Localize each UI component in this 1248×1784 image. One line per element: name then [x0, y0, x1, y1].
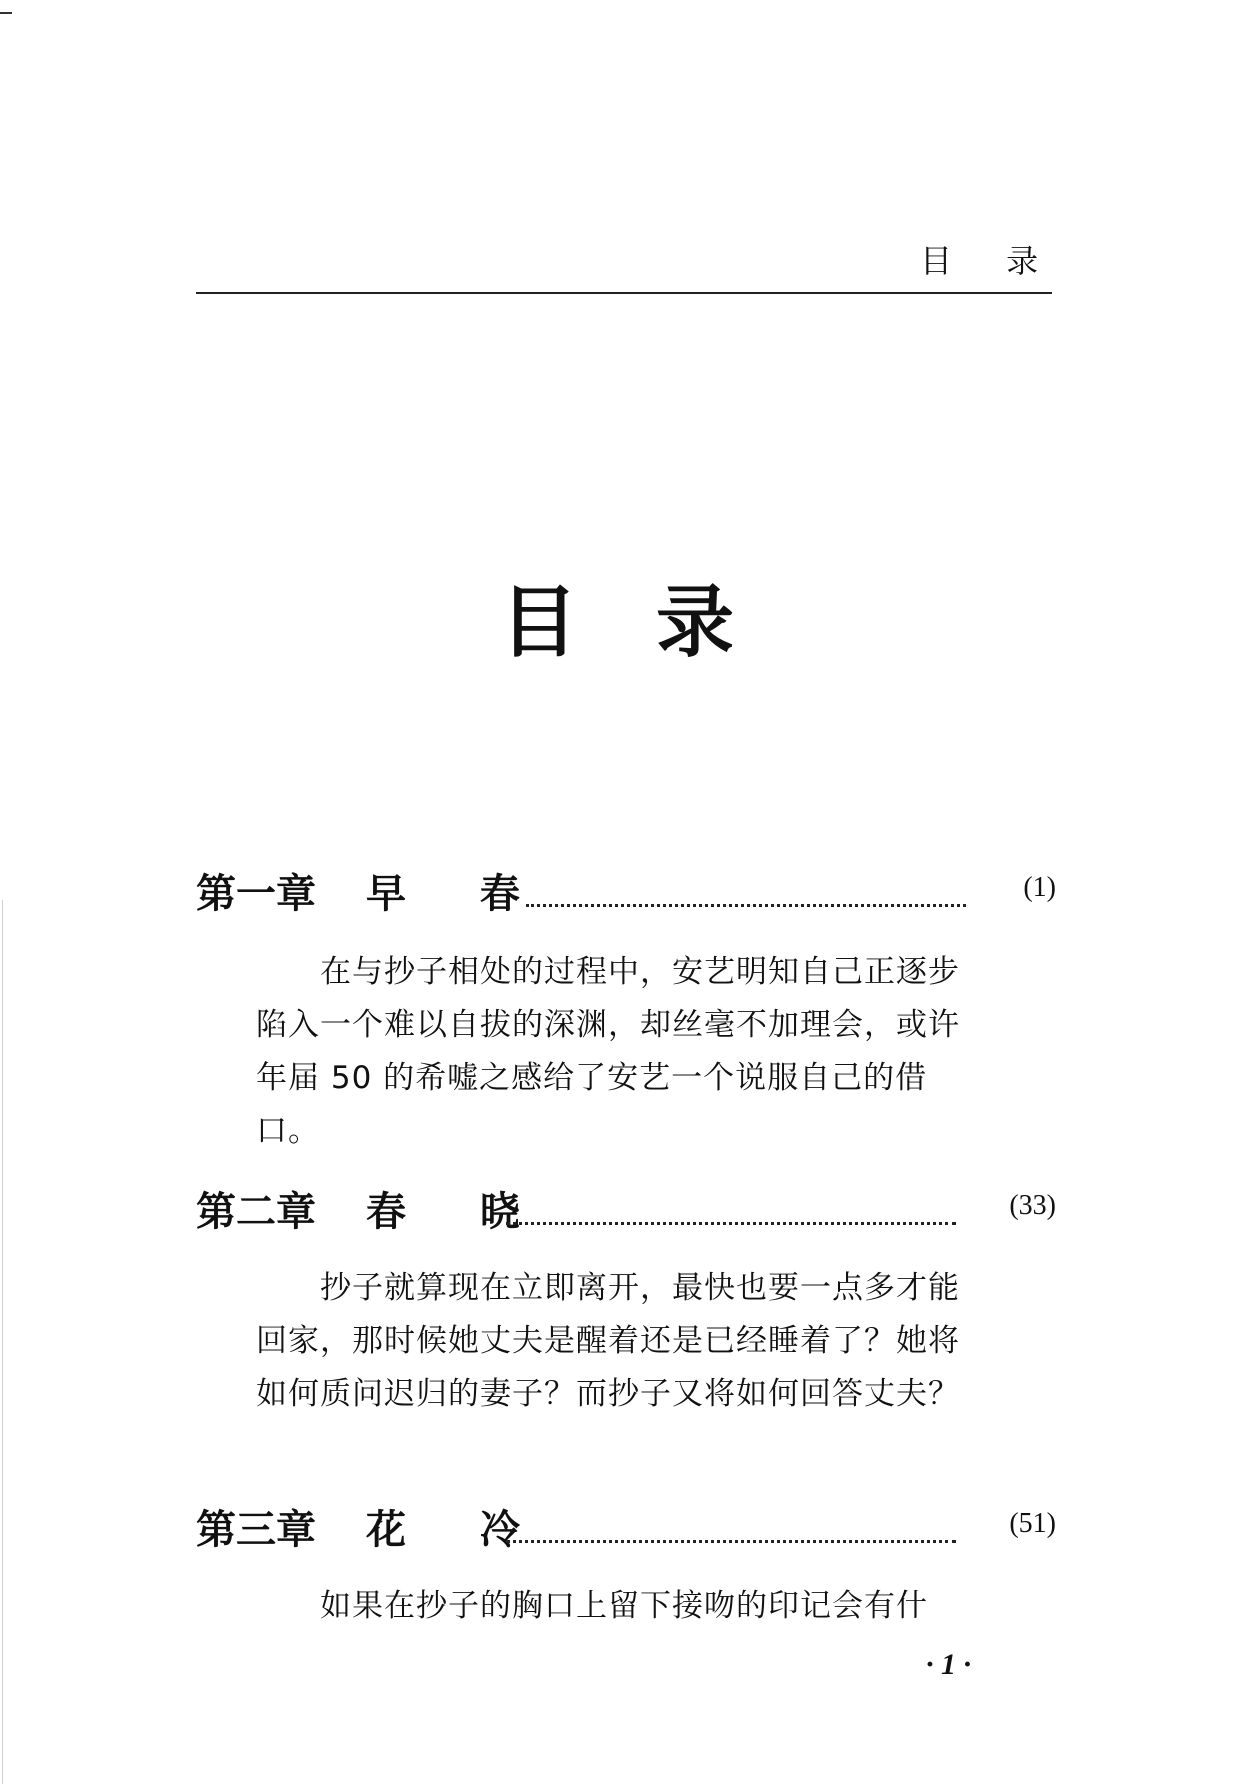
page-folio: · 1 · — [926, 1648, 971, 1681]
scan-artifact-left-edge — [2, 900, 3, 1784]
toc-entry-chapter-3[interactable] — [196, 1498, 1056, 1554]
chapter-name: 早 春 — [366, 871, 550, 917]
toc-entry-chapter-2[interactable] — [196, 1180, 1056, 1236]
dot-leader — [506, 1192, 956, 1225]
running-header: 目 录 — [920, 242, 1061, 280]
chapter-summary: 抄子就算现在立即离开，最快也要一点多才能回家，那时候她丈夫是醒着还是已经睡着了？她将如何质问迟归的妻子？而抄子又将如何回答丈夫？ — [256, 1270, 960, 1412]
scan-artifact-top — [0, 12, 12, 14]
chapter-name: 花 冷 — [366, 1507, 550, 1553]
chapter-summary: 如果在抄子的胸口上留下接吻的印记会有什 — [320, 1588, 928, 1624]
page-number: (51) — [1009, 1508, 1056, 1539]
chapter-name: 春 晓 — [366, 1189, 550, 1235]
page-title: 目录 — [500, 578, 813, 668]
chapter-number: 第二章 — [196, 1189, 316, 1235]
dot-leader — [526, 874, 966, 907]
toc-entry-chapter-1[interactable] — [196, 862, 1056, 918]
chapter-summary: 在与抄子相处的过程中，安艺明知自己正逐步陷入一个难以自拔的深渊，却丝毫不加理会，或许年届 50 的希嘘之感给了安艺一个说服自己的借口。 — [256, 954, 960, 1149]
chapter-number: 第三章 — [196, 1507, 316, 1553]
header-rule — [196, 292, 1052, 294]
chapter-number: 第一章 — [196, 871, 316, 917]
page-number: (1) — [1023, 872, 1056, 903]
page-number: (33) — [1009, 1190, 1056, 1221]
dot-leader — [506, 1510, 956, 1543]
